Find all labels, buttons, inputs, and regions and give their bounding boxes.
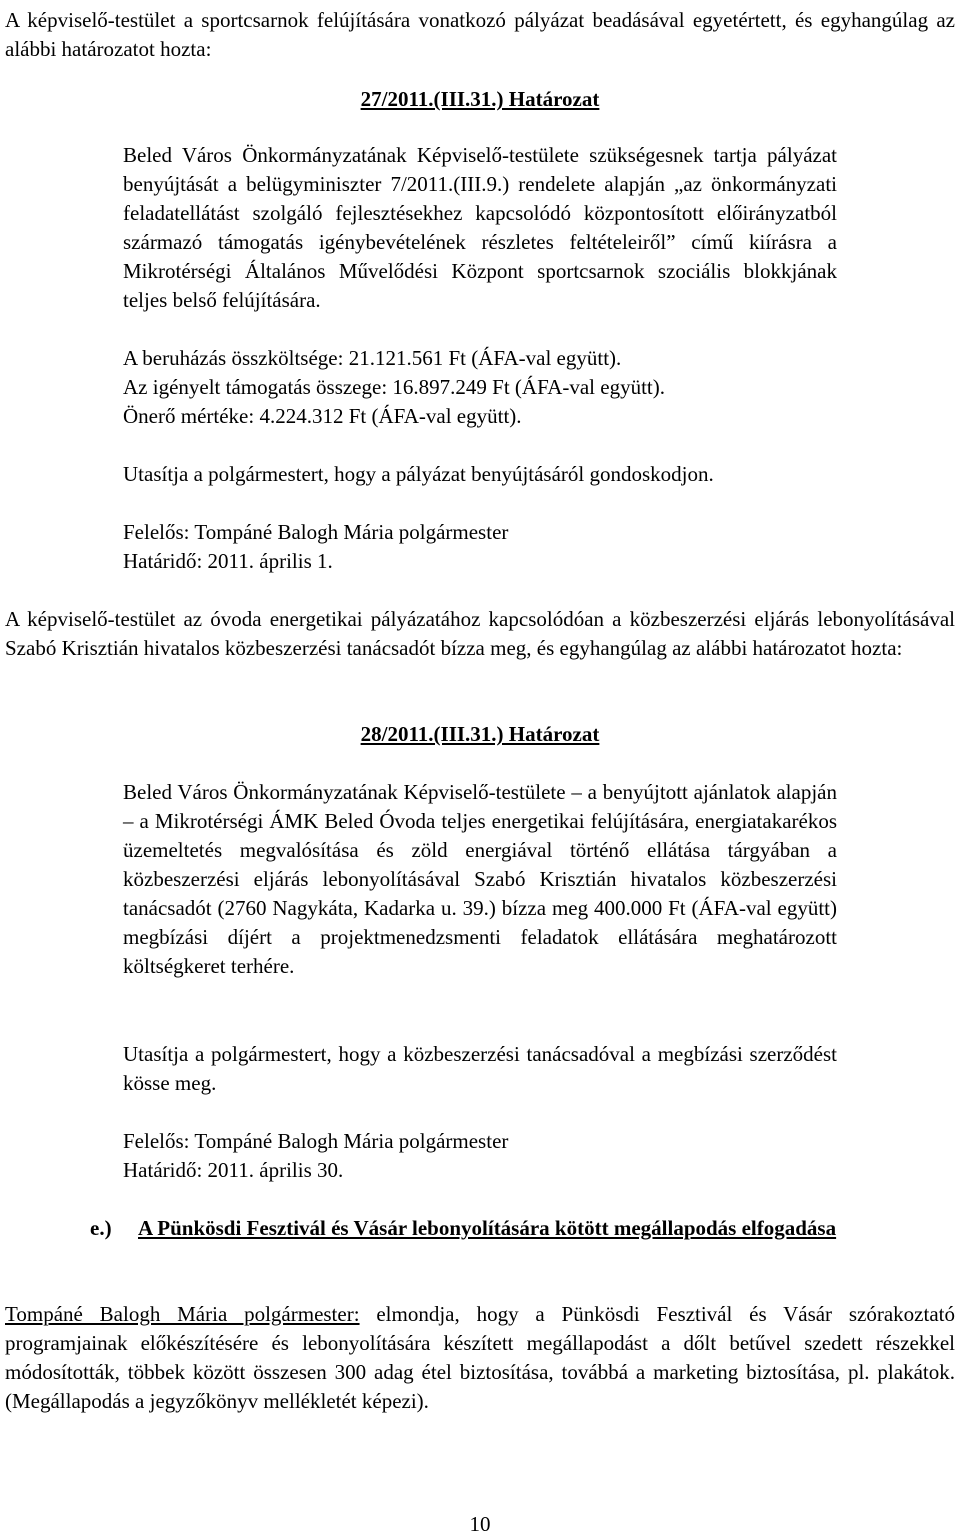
section-e-heading xyxy=(90,1214,955,1243)
section-title: A Pünkösdi Fesztivál és Vásár lebonyolítására kötött megállapodás elfogadása xyxy=(138,1216,837,1240)
resolution-1-costs xyxy=(123,344,837,431)
intro-paragraph-2: A képviselő-testület az óvoda energetikai pályázatához kapcsolódóan a közbeszerzési eljárás lebonyolításával Szabó Krisztián hivatalos közbeszerzési tanácsadót bízza meg, és egyhangúlag az alábbi határozatot hozta: xyxy=(5,607,955,660)
final-paragraph xyxy=(5,1300,955,1416)
deadline: Határidő: 2011. április 1. xyxy=(123,549,333,573)
resolution-1-title: 27/2011.(III.31.) Határozat xyxy=(360,87,600,111)
cost-requested: Az igényelt támogatás összege: 16.897.249 Ft (ÁFA-val együtt). xyxy=(123,375,666,399)
intro-paragraph-1: A képviselő-testület a sportcsarnok felújítására vonatkozó pályázat beadásával egyetértett, és egyhangúlag az alábbi határozatot hozta: xyxy=(5,8,955,61)
resolution-2-title: 28/2011.(III.31.) Határozat xyxy=(360,722,600,746)
cost-total: A beruházás összköltsége: 21.121.561 Ft (ÁFA-val együtt). xyxy=(123,346,622,370)
speaker-name: Tompáné Balogh Mária polgármester: xyxy=(5,1302,360,1326)
speaker-text: elmondja, hogy a Pünkösdi Fesztivál és Vásár szórakoztató programjainak előkészítésére és lebonyolítására készített megállapodást a dőlt betűvel szedett részekkel módosították, többek között összesen 300 adag étel biztosítása, továbbá a marketing biztosítása, pl. plakátok. (Megállapodás a jegyzőkönyv mellékletét képezi). xyxy=(5,1302,955,1413)
resolution-2-body: Beled Város Önkormányzatának Képviselő-testülete – a benyújtott ajánlatok alapján – a Mikrotérségi ÁMK Beled Óvoda teljes energetikai felújítására, energiatakarékos üzemeltetés megvalósítása és zöld energiával történő ellátása tárgyában a közbeszerzési eljárás lebonyolításával Szabó Krisztián hivatalos közbeszerzési tanácsadót (2760 Nagykáta, Kadarka u. 39.) bízza meg 400.000 Ft (ÁFA-val együtt) megbízási díjért a projektmenedzsmenti feladatok ellátására meghatározott költségkeret terhére. xyxy=(123,780,837,978)
section-number: e.) xyxy=(90,1216,112,1240)
resolution-2-responsibility xyxy=(123,1127,837,1185)
resolution-1-responsibility xyxy=(123,518,837,576)
responsible-person: Felelős: Tompáné Balogh Mária polgármester xyxy=(123,520,509,544)
resolution-2-instruction: Utasítja a polgármestert, hogy a közbeszerzési tanácsadóval a megbízási szerződést kösse meg. xyxy=(123,1042,837,1095)
cost-own-share: Önerő mértéke: 4.224.312 Ft (ÁFA-val együtt). xyxy=(123,404,522,428)
responsible-person: Felelős: Tompáné Balogh Mária polgármester xyxy=(123,1129,509,1153)
page-number: 10 xyxy=(469,1512,491,1536)
deadline: Határidő: 2011. április 30. xyxy=(123,1158,344,1182)
resolution-1-body: Beled Város Önkormányzatának Képviselő-testülete szükségesnek tartja pályázat benyújtását a belügyminiszter 7/2011.(III.9.) rendelete alapján „az önkormányzati feladatellátást szolgáló fejlesztésekhez kapcsolódó központosított előirányzatból származó támogatás igénybevételének részletes feltételeiről” című kiírásra a Mikrotérségi Általános Művelődési Központ sportcsarnok szociális blokkjának teljes belső felújítására. xyxy=(123,143,837,312)
resolution-1-instruction: Utasítja a polgármestert, hogy a pályázat benyújtásáról gondoskodjon. xyxy=(123,462,714,486)
